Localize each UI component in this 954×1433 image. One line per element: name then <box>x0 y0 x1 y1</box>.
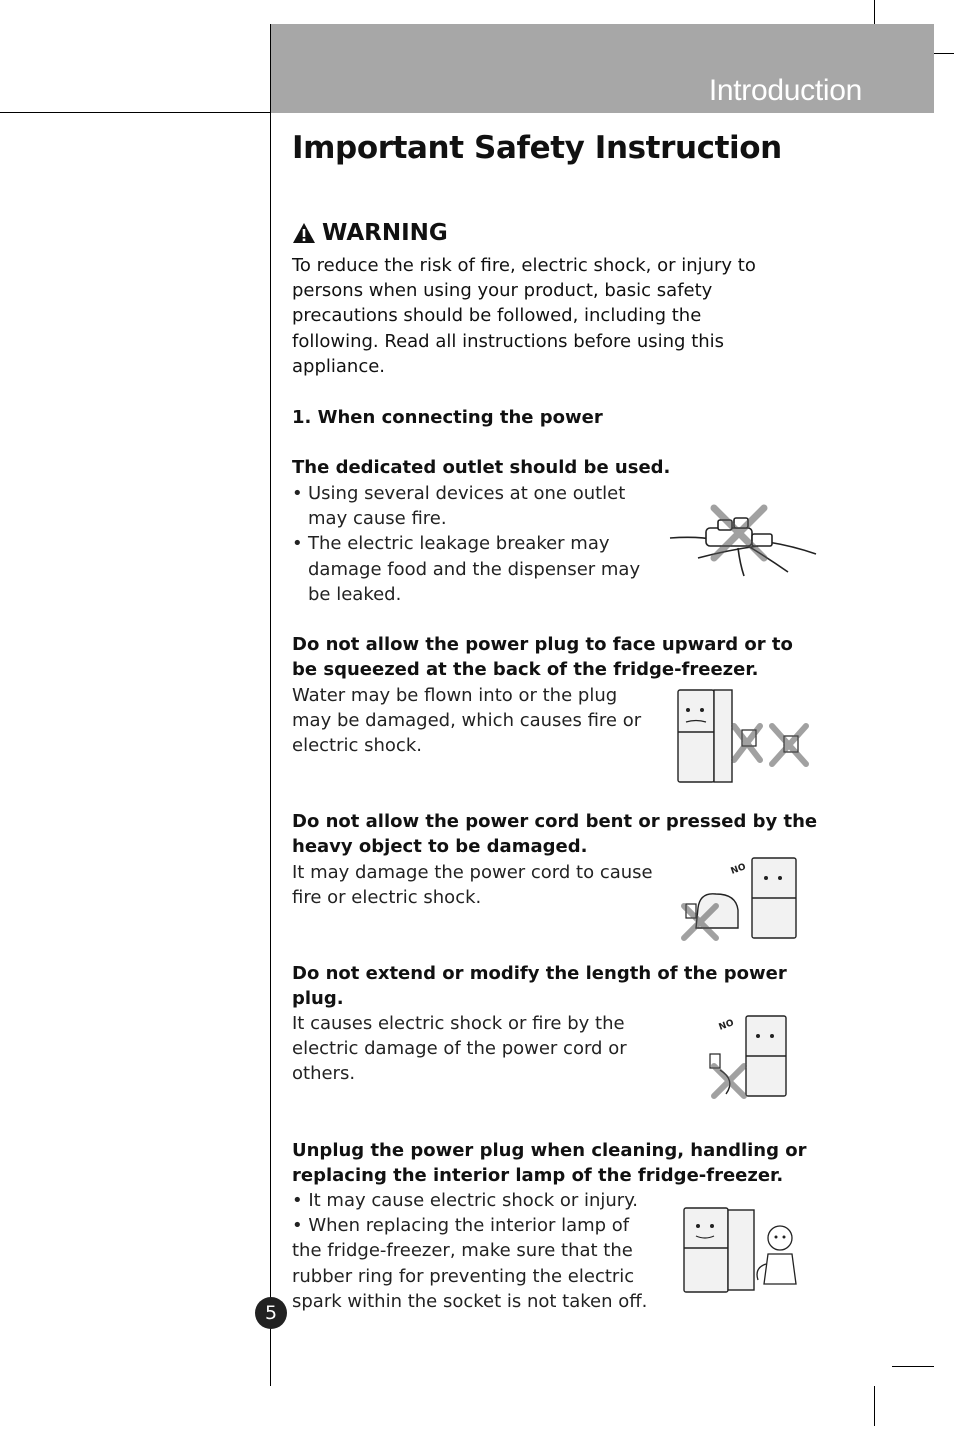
warning-label: WARNING <box>322 220 448 246</box>
item-text: It may damage the power cord to cause fire or electric shock. <box>292 862 653 909</box>
extend-plug-illustration <box>696 1000 806 1100</box>
crop-mark <box>874 0 875 24</box>
fridge-plug-illustration <box>676 686 812 786</box>
crop-mark <box>270 24 271 1386</box>
item-text: It causes electric shock or fire by the electric damage of the power cord or others. <box>292 1013 627 1085</box>
item-heading: Unplug the power plug when cleaning, handling or replacing the interior lamp of the fridge-freezer. <box>292 1140 807 1187</box>
section-name: Introduction <box>708 74 862 107</box>
crop-mark <box>874 1386 875 1426</box>
list-item: • When replacing the interior lamp of the fridge-freezer, make sure that the rubber ring for preventing the electric spark within the socket is not taken off. <box>292 1215 648 1312</box>
section-heading: 1. When connecting the power <box>292 407 603 428</box>
crop-mark <box>892 1366 934 1367</box>
list-item-text: It may cause electric shock or injury. <box>308 1190 639 1211</box>
item-bullets <box>292 481 642 607</box>
crop-mark <box>0 112 271 113</box>
warning-triangle-icon <box>292 222 316 244</box>
page-number: 5 <box>255 1297 287 1329</box>
no-label: NO <box>729 862 748 877</box>
item-heading: Do not allow the power cord bent or pressed by the heavy object to be damaged. <box>292 811 818 858</box>
list-item: • Using several devices at one outlet may cause fire. <box>292 481 642 531</box>
page-title: Important Safety Instruction <box>292 130 782 166</box>
list-item: • The electric leakage breaker may damage food and the dispenser may be leaked. <box>292 531 642 607</box>
item-heading: Do not extend or modify the length of the power plug. <box>292 963 787 1010</box>
cord-pressed-illustration <box>680 848 812 942</box>
warning-text: To reduce the risk of fire, electric shock, or injury to persons when using your product, basic safety precautions should be followed, including the following. Read all instructions before using this appliance. <box>292 255 756 377</box>
item-heading: The dedicated outlet should be used. <box>292 457 671 478</box>
no-label: NO <box>717 1018 736 1033</box>
multi-plug-outlet-illustration <box>668 498 818 578</box>
list-item: • It may cause electric shock or injury. <box>292 1190 639 1211</box>
item-text: Water may be flown into or the plug may be damaged, which causes fire or electric shock. <box>292 685 642 757</box>
list-item-text: When replacing the interior lamp of the fridge-freezer, make sure that the rubber ring for preventing the electric spark within the socket is not taken off. <box>292 1215 648 1312</box>
unplug-lamp-illustration <box>682 1204 806 1296</box>
item-heading: Do not allow the power plug to face upward or to be squeezed at the back of the fridge-freezer. <box>292 634 793 681</box>
warning-heading <box>292 220 448 246</box>
item-bullets <box>292 1188 652 1314</box>
